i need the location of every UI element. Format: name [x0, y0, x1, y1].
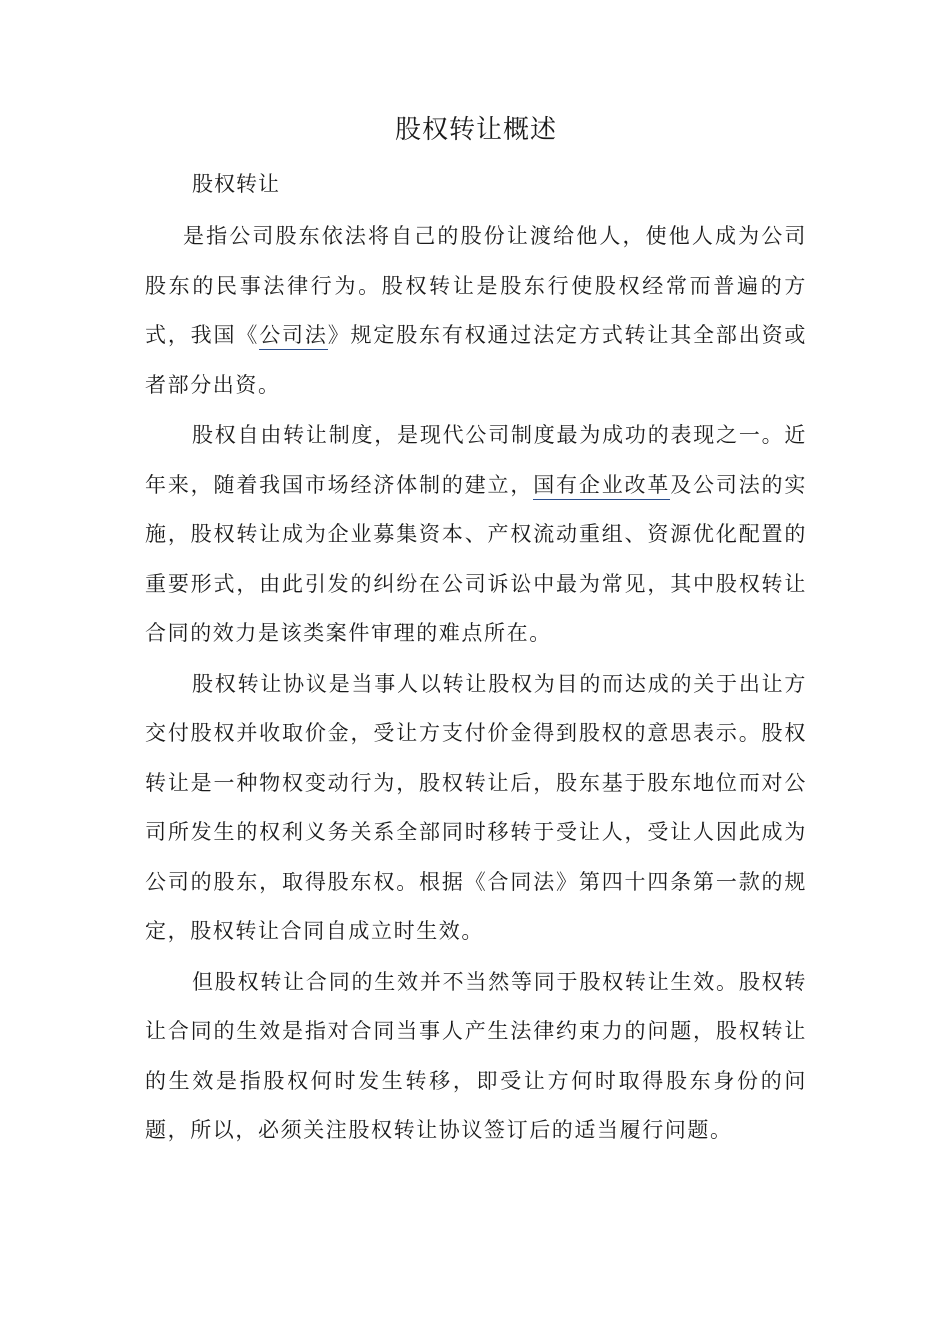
paragraph-definition — [145, 212, 807, 410]
document-title: 股权转让概述 — [394, 115, 557, 145]
paragraph-effectiveness: 但股权转让合同的生效并不当然等同于股权转让生效。股权转让合同的生效是指对合同当事人产生法律约束力的问题，股权转让的生效是指股权何时发生转移，即受让方何时取得股东身份的问题，所以，必须关注股权转让协议签订后的适当履行问题。 — [145, 969, 807, 1142]
section-heading: 股权转让 — [192, 172, 280, 196]
paragraph-text: 是指公司股东依法将自己的股份让渡给他人，使他人成为公司股东的民事法律行为。股权转让是股东行使股权经常而普遍的方式，我国《 — [145, 224, 807, 347]
paragraph-text: 》规定股东有权通过法定方式转让其全部出资或者部分出资。 — [145, 323, 807, 397]
paragraph-text: 股权自由转让制度，是现代公司制度最为成功的表现之一。近年来，随着我国市场经济体制的建立， — [145, 423, 807, 497]
soe-reform-link[interactable]: 国有企业改革 — [533, 473, 670, 500]
document-page — [145, 108, 807, 1157]
paragraph-text: 及公司法的实施，股权转让成为企业募集资本、产权流动重组、资源优化配置的重要形式，由此引发的纠纷在公司诉讼中最为常见，其中股权转让合同的效力是该类案件审理的难点所在。 — [145, 472, 807, 645]
company-law-link[interactable]: 公司法 — [259, 323, 328, 350]
paragraph-transfer-agreement: 股权转让协议是当事人以转让股权为目的而达成的关于出让方交付股权并收取价金，受让方支付价金得到股权的意思表示。股权转让是一种物权变动行为，股权转让后，股东基于股东地位而对公司所发生的权利义务关系全部同时移转于受让人，受让人因此成为公司的股东，取得股东权。根据《合同法》第四十四条第一款的规定，股权转让合同自成立时生效。 — [145, 671, 807, 943]
paragraph-free-transfer — [145, 411, 807, 659]
